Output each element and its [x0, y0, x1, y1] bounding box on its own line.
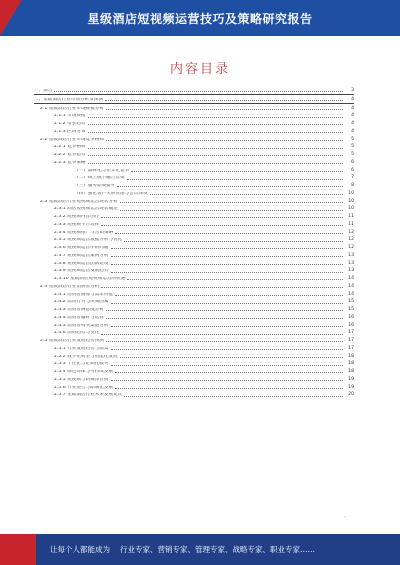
toc-entry-page: 12	[348, 245, 354, 251]
toc-leader-dots	[106, 310, 343, 311]
toc-entry-label: 2.1.1 市场规模	[54, 114, 86, 119]
toc-entry[interactable]	[34, 127, 354, 135]
toc-entry-page: 13	[348, 268, 354, 274]
toc-entry[interactable]	[34, 86, 354, 95]
toc-entry-page: 4	[351, 121, 354, 127]
toc-entry-label: 2.5.2 数字化转型与智能化发展	[54, 354, 118, 359]
toc-leader-dots	[101, 217, 343, 218]
toc-entry[interactable]	[34, 274, 354, 282]
toc-leader-dots	[88, 124, 343, 125]
toc-entry[interactable]	[34, 158, 354, 166]
toc-entry-page: 5	[351, 144, 354, 150]
toc-entry-page: 11	[348, 221, 354, 227]
report-title: 星级酒店短视频运营技巧及策略研究报告	[87, 12, 313, 26]
toc-entry[interactable]	[34, 251, 354, 259]
toc-entry[interactable]	[34, 166, 354, 174]
toc-leader-dots	[115, 295, 343, 296]
toc-entry-label: 2.3.6 短视频运营中的问题	[54, 246, 109, 251]
toc-entry[interactable]	[34, 189, 354, 197]
toc-leader-dots	[88, 132, 343, 133]
toc-entry[interactable]	[34, 111, 354, 119]
toc-entry-page: 12	[348, 237, 354, 243]
toc-entry-page: 19	[348, 384, 354, 390]
toc-entry[interactable]	[34, 228, 354, 236]
toc-leader-dots	[115, 372, 343, 373]
toc-entry-label: 一、前言	[34, 89, 53, 94]
toc-entry[interactable]	[34, 235, 354, 243]
toc-entry[interactable]	[34, 220, 354, 228]
toc-entry[interactable]	[34, 181, 354, 189]
page-number-dash: -	[344, 514, 346, 520]
toc-leader-dots	[101, 334, 343, 335]
toc-entry-page: 4	[351, 96, 354, 102]
toc-entry[interactable]	[34, 95, 354, 104]
toc-entry-label: 2.3.1 酒店短视频运营现状概述	[54, 207, 118, 212]
toc-leader-dots	[115, 388, 343, 389]
toc-entry-page: 8	[351, 183, 354, 189]
toc-entry-label: 2.3.5 短视频运营数据分析与优化	[54, 238, 123, 243]
toc-entry-page: 19	[348, 376, 354, 382]
toc-entry-page: 16	[348, 322, 354, 328]
header-bar	[0, 0, 400, 36]
toc-entry-page: 17	[348, 330, 354, 336]
toc-leader-dots	[111, 380, 344, 381]
toc-heading: 内容目录	[169, 62, 230, 77]
toc-entry-page: 6	[351, 167, 354, 173]
toc-entry-page: 14	[348, 276, 354, 282]
toc-entry-label: （四）强化客户关系管理与会员体系	[74, 191, 148, 196]
toc-entry-label: 2.3.3 短视频平台选择	[54, 222, 100, 227]
footer-slogan: 行业专家、营销专家、管理专家、战略专家、职业专家……	[120, 545, 315, 554]
toc-entry-page: 10	[348, 198, 354, 204]
toc-entry-page: 14	[348, 283, 354, 289]
toc-entry-label: 2.4.1 消费者画像与需求特征	[54, 292, 114, 297]
toc-entry[interactable]	[34, 313, 354, 321]
toc-entry-label: 2.3.8 短视频运营团队建设	[54, 261, 109, 266]
toc-entry-label: 2.3.10 星级酒店短视频运营的机遇	[54, 277, 126, 282]
toc-entry-label: （二）线上线下融合营销	[74, 176, 125, 181]
toc-leader-dots	[111, 264, 344, 265]
toc-entry-label: 2.5.7 星级酒店行业未来发展建议	[54, 393, 123, 398]
toc-leader-dots	[150, 194, 343, 195]
toc-entry-page: 13	[348, 260, 354, 266]
toc-entry-label: 2.4.4 消费者偏好与选择	[54, 315, 104, 320]
toc-entry-page: 18	[348, 369, 354, 375]
toc-entry[interactable]	[34, 135, 354, 143]
toc-entry-label: 2.3.4 短视频推广与营销策略	[54, 230, 114, 235]
toc-entry[interactable]	[34, 375, 354, 383]
toc-entry-label: 2.5.1 行业发展趋势与前景	[54, 346, 109, 351]
toc-entry[interactable]	[34, 297, 354, 305]
toc-leader-dots	[88, 148, 343, 149]
toc-entry-page: 15	[348, 299, 354, 305]
toc-leader-dots	[106, 140, 343, 141]
toc-entry-label: 2.4.5 消费者购买渠道分析	[54, 323, 109, 328]
toc-leader-dots	[127, 279, 343, 280]
toc-entry-label: 2.5.4 绿色环保与可持续发展	[54, 370, 114, 375]
toc-entry-label: 2.5 星级酒店行业发展趋势预测	[40, 339, 104, 344]
toc-entry-page: 15	[348, 307, 354, 313]
toc-entry-page: 13	[348, 252, 354, 258]
toc-entry[interactable]	[34, 305, 354, 313]
toc-entry[interactable]	[34, 359, 354, 367]
toc-leader-dots	[124, 396, 343, 397]
toc-entry-page: 14	[348, 291, 354, 297]
toc-entry[interactable]	[34, 321, 354, 329]
toc-entry[interactable]	[34, 336, 354, 344]
toc-leader-dots	[111, 326, 344, 327]
toc-entry[interactable]	[34, 383, 354, 391]
toc-leader-dots	[120, 357, 343, 358]
toc-entry-page: 20	[348, 392, 354, 398]
toc-entry-label: 2.3 星级酒店行业短视频运营现状分析	[40, 199, 118, 204]
toc-leader-dots	[111, 349, 344, 350]
toc-leader-dots	[120, 202, 343, 203]
toc-entry[interactable]	[34, 104, 354, 112]
toc-leader-dots	[101, 287, 343, 288]
toc-entry-page: 6	[351, 159, 354, 165]
toc-entry-page: 11	[348, 214, 354, 220]
toc-leader-dots	[111, 256, 344, 257]
toc-entry-page: 17	[348, 345, 354, 351]
toc-entry[interactable]	[34, 119, 354, 127]
toc-leader-dots	[120, 210, 343, 211]
toc-entry-label: 二、星级酒店行业市场分析及预测	[34, 97, 103, 102]
footer-red-accent	[0, 534, 36, 565]
toc-entry[interactable]	[34, 390, 354, 398]
toc-leader-dots	[106, 341, 343, 342]
toc-entry[interactable]	[34, 173, 354, 181]
toc-entry-page: 10	[348, 190, 354, 196]
toc-entry-label: 2.2.2 竞争态势	[54, 153, 86, 158]
toc-entry-page: 18	[348, 361, 354, 367]
toc-entry[interactable]	[34, 204, 354, 212]
toc-leader-dots	[88, 163, 343, 164]
toc-entry-page: 4	[351, 105, 354, 111]
toc-leader-dots	[106, 109, 343, 110]
toc-entry[interactable]	[34, 282, 354, 290]
toc-entry-label: 2.4 星级酒店行业消费者分析	[40, 284, 100, 289]
toc-entry-label: 2.4.6 消费趋势与变化	[54, 331, 100, 336]
toc-entry-label: 2.3.9 短视频运营发展趋势	[54, 269, 109, 274]
toc-entry-label: （三）服务品质提升	[74, 184, 116, 189]
table-of-contents	[34, 86, 354, 398]
toc-entry-label: 2.3.7 短视频运营案例分析	[54, 253, 109, 258]
toc-entry-page: 17	[348, 338, 354, 344]
toc-entry-label: 2.4.2 消费行为与决策因素	[54, 300, 109, 305]
toc-entry-page: 4	[351, 128, 354, 134]
toc-entry-label: 2.5.3 个性化与定制化服务	[54, 362, 109, 367]
toc-entry[interactable]	[34, 344, 354, 352]
toc-entry[interactable]	[34, 290, 354, 298]
toc-entry[interactable]	[34, 367, 354, 375]
toc-leader-dots	[131, 171, 343, 172]
toc-leader-dots	[115, 233, 343, 234]
toc-entry[interactable]	[34, 142, 354, 150]
toc-entry[interactable]	[34, 243, 354, 251]
footer-lead-text: 让每个人都能成为	[50, 545, 110, 554]
toc-leader-dots	[127, 179, 343, 180]
toc-leader-dots	[88, 117, 343, 118]
toc-entry[interactable]	[34, 259, 354, 267]
toc-leader-dots	[111, 248, 344, 249]
toc-entry-page: 10	[348, 206, 354, 212]
toc-entry-label: 2.3.2 短视频内容创作	[54, 215, 100, 220]
toc-entry-page: 5	[351, 136, 354, 142]
toc-entry-label: 2.5.6 行业整合与品牌化发展	[54, 385, 114, 390]
toc-entry-label: 2.2.1 竞争格局	[54, 145, 86, 150]
toc-entry-page: 18	[348, 353, 354, 359]
toc-entry-page: 4	[351, 113, 354, 119]
toc-entry-label: 2.2 星级酒店行业市场竞争格局	[40, 137, 104, 142]
toc-entry-page: 5	[351, 152, 354, 158]
toc-entry-label: 2.1 星级酒店行业市场规模分析	[40, 106, 104, 111]
toc-entry-label: 2.4.3 消费者满意度分析	[54, 308, 104, 313]
toc-leader-dots	[88, 155, 343, 156]
toc-entry[interactable]	[34, 150, 354, 158]
toc-leader-dots	[111, 272, 344, 273]
toc-leader-dots	[111, 303, 344, 304]
toc-entry-page: 16	[348, 314, 354, 320]
toc-entry[interactable]	[34, 212, 354, 220]
toc-entry-label: 2.2.3 竞争策略	[54, 160, 86, 165]
toc-entry-label: （一）品牌化与差异化竞争	[74, 168, 130, 173]
toc-entry-label: 2.1.3 区域分布	[54, 129, 86, 134]
toc-leader-dots	[54, 91, 343, 92]
toc-leader-dots	[111, 365, 344, 366]
toc-leader-dots	[105, 100, 343, 101]
toc-entry-page: 7	[351, 175, 354, 181]
toc-leader-dots	[124, 241, 343, 242]
toc-entry[interactable]	[34, 328, 354, 336]
toc-entry[interactable]	[34, 352, 354, 360]
toc-entry[interactable]	[34, 266, 354, 274]
toc-entry-label: 2.1.2 增长趋势	[54, 122, 86, 127]
toc-entry[interactable]	[34, 197, 354, 205]
toc-entry-label: 2.5.5 短视频与新媒体营销	[54, 377, 109, 382]
toc-entry-page: 12	[348, 229, 354, 235]
toc-leader-dots	[101, 225, 343, 226]
toc-leader-dots	[117, 186, 343, 187]
toc-entry-page: 3	[351, 88, 354, 94]
toc-leader-dots	[106, 318, 343, 319]
